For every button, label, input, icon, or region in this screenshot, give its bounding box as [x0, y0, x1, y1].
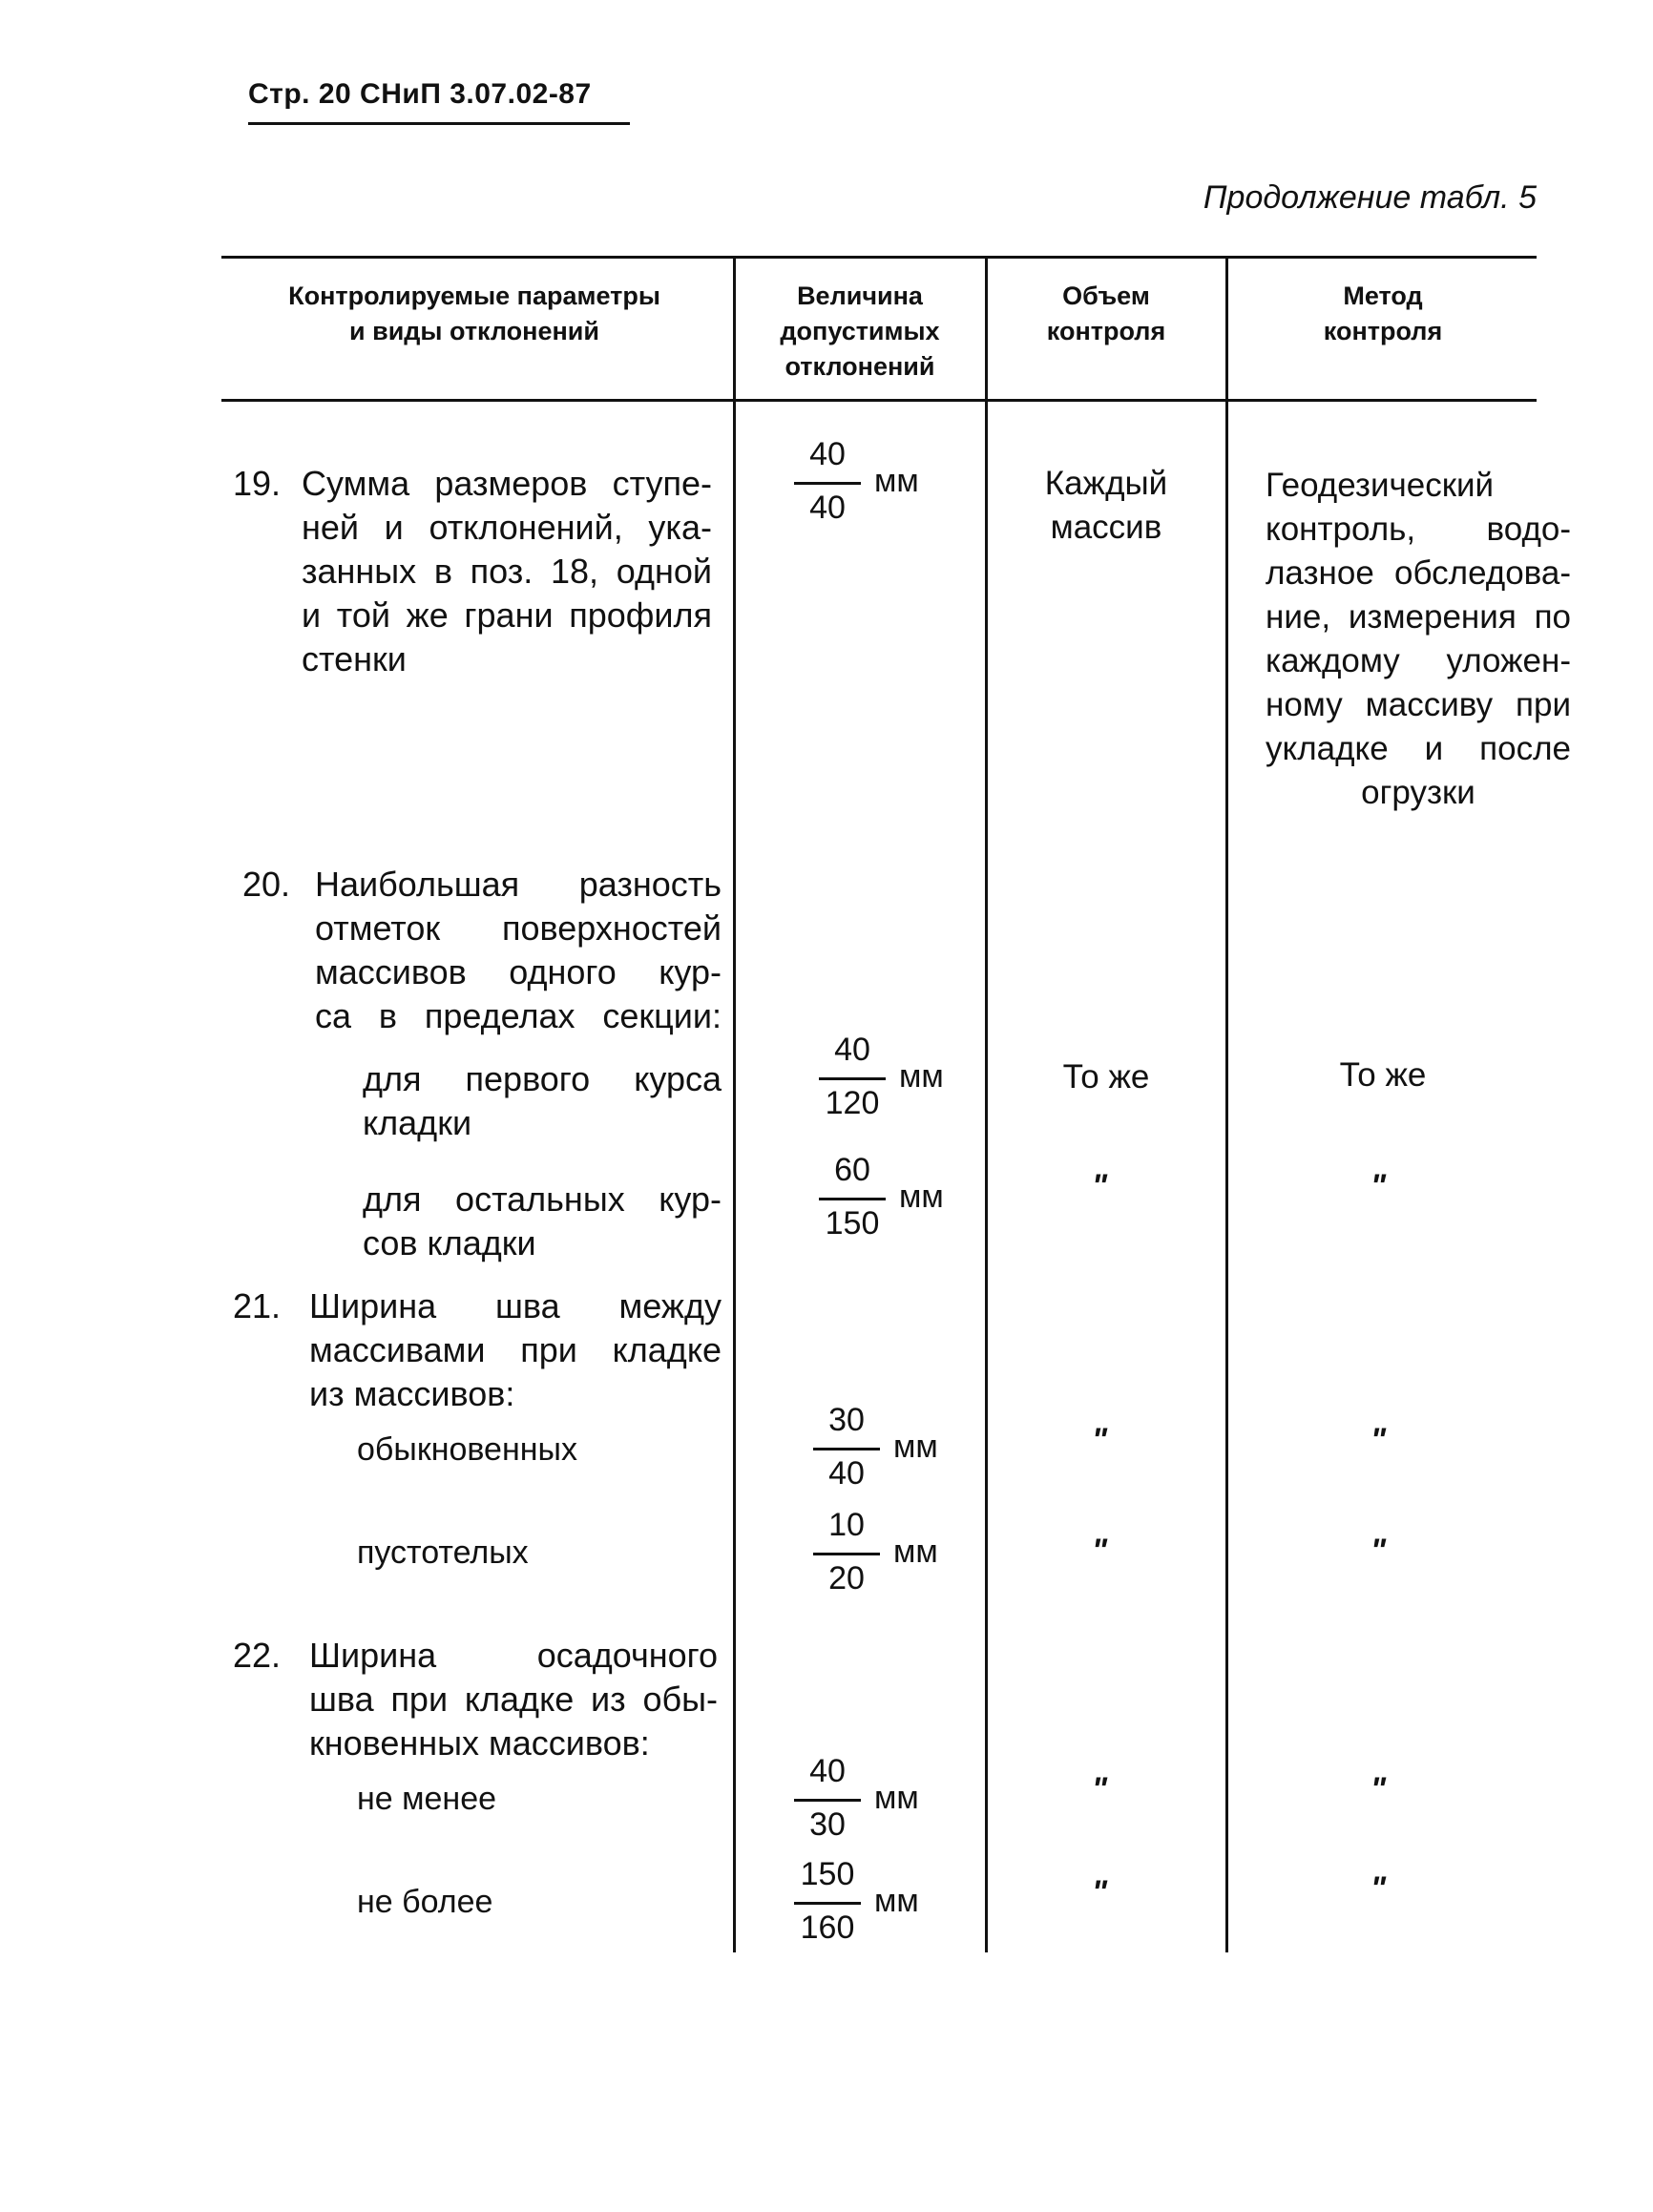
row-22-sub1-text: не менее [357, 1781, 497, 1817]
row-21-text: Ширина шва между массивами при кладке из массивов: [309, 1286, 722, 1413]
row-19-text: Сумма размеров ступе- ней и отклонений, ука- занных в поз. 18, одной и той же грани профиля стенки [302, 464, 712, 678]
row-21-sub1-volume-ditto: " [1091, 1422, 1108, 1458]
column-divider-1 [733, 256, 736, 1952]
row-20-text: Наибольшая разность отметок поверхностей массивов одного кур- са в пределах секции: [315, 865, 722, 1035]
column-header-deviation: Величина допустимых отклонений [780, 282, 940, 381]
row-20-sub1-volume: То же [1062, 1058, 1150, 1096]
row-22-text: Ширина осадочного шва при кладке из обы- кновенных массивов: [309, 1636, 718, 1763]
row-20-number: 20. [242, 865, 291, 904]
row-22-number: 22. [233, 1636, 282, 1675]
row-20-sub1-text: для первого курса кладки [363, 1059, 722, 1142]
table-continuation-label: Продолжение табл. 5 [1203, 179, 1537, 216]
row-21-sub2-volume-ditto: " [1091, 1533, 1108, 1569]
column-header-parameters: Контролируемые параметры и виды отклонений [288, 282, 660, 345]
row-20-sub1-method: То же [1339, 1056, 1427, 1094]
row-21-sub1-method-ditto: " [1370, 1422, 1387, 1458]
row-21-sub1-text: обыкновенных [357, 1431, 577, 1468]
page-header: Стр. 20 СНиП 3.07.02-87 [248, 78, 630, 125]
row-19-method: Геодезический контроль, водо- лазное обследова- ние, измерения по каждому уложен- ному массиву при укладке и после огрузки [1266, 467, 1571, 811]
row-21-sub2-text: пустотелых [357, 1534, 529, 1571]
column-divider-3 [1225, 256, 1228, 1952]
row-19-volume: Каждый массив [1044, 465, 1168, 546]
table-header-rule [221, 399, 1537, 402]
row-21-number: 21. [233, 1286, 282, 1325]
row-22-sub2-method-ditto: " [1370, 1870, 1387, 1907]
table-top-rule [221, 256, 1537, 259]
column-header-method: Метод контроля [1323, 282, 1443, 345]
row-20-sub2-volume-ditto: " [1091, 1168, 1108, 1204]
row-22-sub1-volume-ditto: " [1091, 1771, 1108, 1807]
row-22-sub2-text: не более [357, 1884, 493, 1920]
row-19-number: 19. [233, 464, 282, 503]
row-22-sub2-volume-ditto: " [1091, 1874, 1108, 1910]
row-20-sub2-text: для остальных кур- сов кладки [363, 1179, 722, 1263]
row-21-sub2-method-ditto: " [1370, 1533, 1387, 1569]
column-divider-2 [985, 256, 988, 1952]
column-header-volume: Объем контроля [1046, 282, 1166, 345]
row-20-sub2-method-ditto: " [1370, 1168, 1387, 1204]
row-22-sub1-method-ditto: " [1370, 1771, 1387, 1807]
